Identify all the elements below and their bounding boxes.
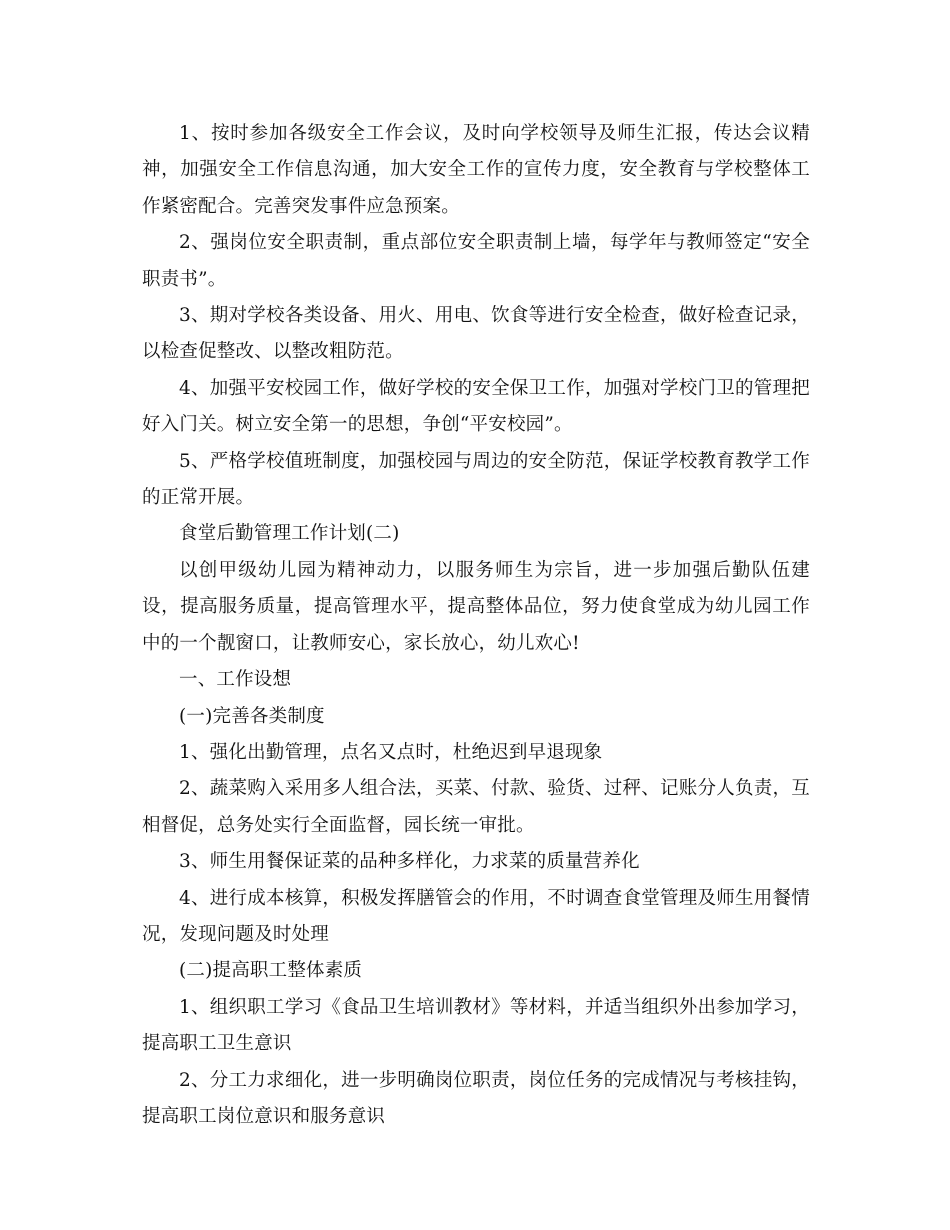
paragraph-staff-training: 1、组织职工学习《食品卫生培训教材》等材料，并适当组织外出参加学习，提高职工卫生意识 <box>142 996 810 1055</box>
paragraph-safety-meeting: 1、按时参加各级安全工作会议，及时向学校领导及师生汇报，传达会议精神，加强安全工作信息沟通，加大安全工作的宣传力度，安全教育与学校整体工作紧密配合。完善突发事件应急预案。 <box>142 123 810 217</box>
paragraph-safe-campus: 4、加强平安校园工作，做好学校的安全保卫工作，加强对学校门卫的管理把好入门关。树立安全第一的思想，争创“平安校园”。 <box>142 377 810 436</box>
paragraph-duty-system: 5、严格学校值班制度，加强校园与周边的安全防范，保证学校教育教学工作的正常开展。 <box>142 450 810 509</box>
subheading-staff-quality: (二)提高职工整体素质 <box>179 960 363 982</box>
section-title-canteen-plan: 食堂后勤管理工作计划(二) <box>179 523 400 545</box>
document-body <box>142 116 810 1135</box>
paragraph-vegetable-purchase: 2、蔬菜购入采用多人组合法，买菜、付款、验货、过秤、记账分人负责，互相督促，总务处实行全面监督，园长统一审批。 <box>142 778 810 836</box>
paragraph-cost-accounting: 4、进行成本核算，积极发挥膳管会的作用，不时调查食堂管理及师生用餐情况，发现问题及时处理 <box>142 887 810 945</box>
paragraph-safety-inspection: 3、期对学校各类设备、用火、用电、饮食等进行安全检查，做好检查记录，以检查促整改、以整改粗防范。 <box>142 305 810 363</box>
paragraph-meal-variety: 3、师生用餐保证菜的品种多样化，力求菜的质量营养化 <box>179 851 640 873</box>
paragraph-job-duties: 2、分工力求细化，进一步明确岗位职责，岗位任务的完成情况与考核挂钩，提高职工岗位意识和服务意识 <box>142 1069 810 1127</box>
paragraph-canteen-intro: 以创甲级幼儿园为精神动力，以服务师生为宗旨，进一步加强后勤队伍建设，提高服务质量，提高管理水平，提高整体品位，努力使食堂成为幼儿园工作中的一个靓窗口，让教师安心，家长放心，幼儿欢心! <box>142 559 810 654</box>
paragraph-attendance: 1、强化出勤管理，点名又点时，杜绝迟到早退现象 <box>179 741 603 763</box>
heading-work-plan: 一、工作设想 <box>179 669 292 691</box>
paragraph-safety-responsibility: 2、强岗位安全职责制，重点部位安全职责制上墙，每学年与教师签定“安全职责书”。 <box>142 232 810 290</box>
subheading-systems: (一)完善各类制度 <box>179 705 325 727</box>
